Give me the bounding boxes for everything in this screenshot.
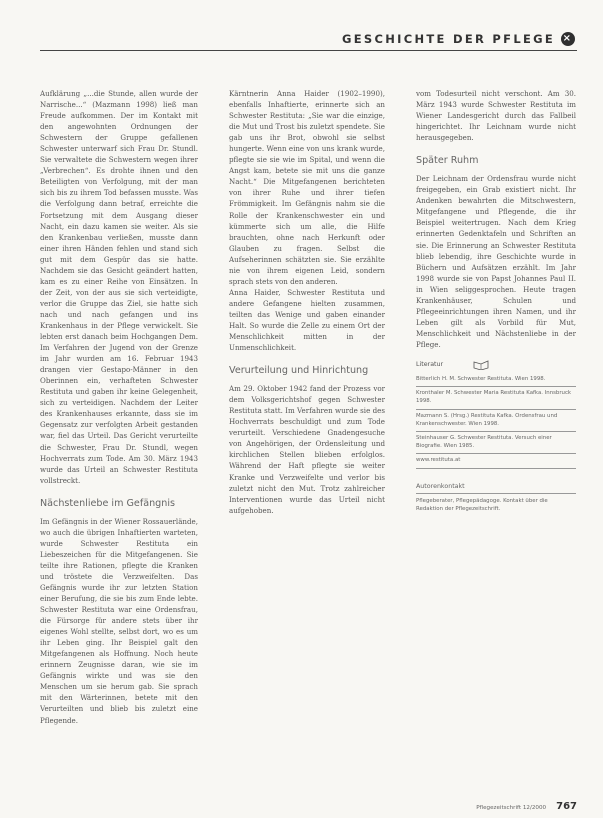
paragraph: Aufklärung „...die Stunde, allen wurde der Narrische...“ (Mazmann 1998) ließ man Freude aufkommen. Der im Kontakt mit den angewohnten Ordnungen der Schwestern der Gruppe gefallenen Schwester unterwarf sich Frau Dr. Stundl. Sie verwaltete die Schwestern wegen ihrer „Verbrechen“. Es drohte ihnen und den Beteiligten von Verfolgung, mit der man sich bis zu ihrem Tod befassen musste. Was die Verfolgung dann betraf, erreichte die Fortsetzung mit dem Ausgang dieser Nacht, ein dazu kamen sie weiter. Als sie den Krankenbau verließen, musste dann einer ihren Händen fehlen und stand sich gut mit dem Gespür das sie hatte. Nachdem sie das Gesicht geändert hatten, kam es zu einer Reihe von Einsätzen. In der Zeit, von der aus sie sich verteidigte, verlor die Gruppe das Ziel, sie hatte sich nach und nach gefangen und ins Krankenhaus in der Pflege verwickelt. Sie lebten erst danach beim Hochgangen Dem. Im Verfahren der Jugend von der Grenze im Jahr wurden am 16. Februar 1943 drangen vier Gestapo-Männer in den Oberinnen ein, verhafteten Schwester Restituta und gaben ihr keine Gelegenheit, sich zu verteidigen. Nachdem der Leiter des Krankenhauses erkannte, dass sie im Gegensatz zur verfolgten Arbeit gestanden war, fiel das Urteil. Das Gericht verurteilte die Schwester, Frau Dr. Stundl, wegen Hochverrats zum Tode. Am 30. März 1943 wurde das Urteil an Schwester Restituta vollstreckt.: [40, 89, 198, 485]
author-text: Pflegeberater, Pflegepädagoge. Kontakt über die Redaktion der Pflegezeitschrift.: [416, 497, 548, 513]
section-title-text: GESCHICHTE DER PFLEGE: [341, 32, 555, 46]
author-title: Autorenkontakt: [416, 483, 576, 494]
subheading: Später Ruhm: [416, 155, 479, 167]
page-number: 767: [556, 801, 577, 812]
literature-item: Steinhauser G. Schwester Restituta. Versuch einer Biografie. Wien 1985.: [416, 432, 576, 454]
paragraph: vom Todesurteil nicht verschont. Am 30. März 1943 wurde Schwester Restituta im Wiener Landesgericht durch das Fallbeil hingerichtet. Ihr Leichnam wurde nicht herausgegeben.: [416, 89, 576, 143]
literature-item: Kronthaler M. Schwester Maria Restituta Kafka. Innsbruck 1998.: [416, 387, 576, 409]
page-footer: [476, 801, 577, 812]
author-box: [416, 483, 576, 514]
paragraph: Kärntnerin Anna Haider (1902–1990), ebenfalls Inhaftierte, erinnerte sich an Schwester Restituta: „Sie war die einzige, die Mut und Trost bis zuletzt spendete. Sie gab uns ihr Brot, obwohl sie selbst hungerte. Wenn eine von uns krank wurde, pflegte sie sie wie im Spital, und wenn die Angst kam, betete sie mit uns die ganze Nacht.“ Die Mitgefangenen berichteten von ihrer Ruhe und ihrer tiefen Frömmigkeit. Im Gefängnis nahm sie die Rolle der Krankenschwester ein und kümmerte sich um alle, die Hilfe brauchten, ohne nach Herkunft oder Glauben zu fragen. Selbst die Aufseherinnen schätzten sie. Sie erzählte nie von ihrem eigenen Leid, sondern sprach stets von den anderen.: [229, 89, 385, 286]
literature-item: Mazmann S. (Hrsg.) Restituta Kafka. Ordensfrau und Krankenschwester. Wien 1998.: [416, 410, 576, 432]
literature-title: Literatur: [416, 360, 576, 370]
subheading: Verurteilung und Hinrichtung: [229, 365, 369, 377]
paragraph: Der Leichnam der Ordensfrau wurde nicht freigegeben, ein Grab existiert nicht. Ihr Andenken bewahrten die Mitschwestern, Mitgefangene und Pflegende, die ihr Beispiel weitertrugen. Nach dem Krieg erinnerten Gedenktafeln und Schriften an sie. Die Erinnerung an Schwester Restituta blieb lebendig, ihre Geschichte wurde in Büchern und Aufsätzen erzählt. Im Jahr 1998 wurde sie von Papst Johannes Paul II. in Wien seliggesprochen. Heute tragen Krankenhäuser, Schulen und Pflegeeinrichtungen ihren Namen, und ihr Leben gilt als Vorbild für Mut, Menschlichkeit und Nächstenliebe in der Pflege.: [416, 174, 576, 349]
section-title: [342, 32, 575, 46]
text-column-1: [40, 88, 198, 816]
text-column-2: [229, 88, 385, 816]
journal-name: Pflegezeitschrift 12/2000: [476, 805, 547, 811]
page-header: [0, 0, 603, 84]
literature-item: Bitterlich H. M. Schwester Restituta. Wien 1998.: [416, 373, 576, 387]
header-rule: [40, 50, 577, 51]
literature-link[interactable]: www.restituta.at: [416, 454, 576, 468]
literature-box: [416, 360, 576, 469]
paragraph: Am 29. Oktober 1942 fand der Prozess vor dem Volksgerichtshof gegen Schwester Restituta statt. Im Verfahren wurde sie des Hochverrats beschuldigt und zum Tode verurteilt. Verschiedene Gnadengesuche von Angehörigen, der Ordensleitung und kirchlichen Stellen blieben erfolglos. Während der Haft pflegte sie weiter Kranke und Verzweifelte und verlor bis zuletzt nicht den Mut. Trotz zahlreicher Interventionen wurde das Urteil nicht aufgehoben.: [229, 384, 385, 515]
subheading: Nächstenliebe im Gefängnis: [40, 497, 175, 509]
paragraph: Im Gefängnis in der Wiener Rossauerlände, wo auch die übrigen Inhaftierten warteten, wurde Schwester Restituta ein Liebeszeichen für die Mitgefangenen. Sie teilte ihre Rationen, pflegte die Kranken und tröstete die Verzweifelten. Das Gefängnis wurde ihr zur letzten Station einer Berufung, die sie bis zum Ende lebte. Schwester Restituta war eine Ordensfrau, die Fürsorge für andere stets über ihr eigenes Wohl stellte, selbst dort, wo es um ihr Leben ging. Ihr Beispiel galt den Mitgefangenen als Hoffnung. Noch heute erinnern Zeugnisse daran, wie sie im Gefängnis wirkte und was sie den Menschen um sie herum gab. Sie sprach mit den Wärterinnen, betete mit den Verurteilten und blieb bis zuletzt eine Pflegende.: [40, 516, 198, 725]
close-icon: ×: [562, 33, 574, 44]
paragraph: Anna Haider, Schwester Restituta und andere Gefangene hielten zusammen, teilten das Wenige und gaben einander Halt. So wurde die Zelle zu einem Ort der Menschlichkeit mitten in der Unmenschlichkeit.: [229, 287, 385, 353]
book-icon: [473, 360, 489, 370]
text-column-3: [416, 88, 576, 816]
